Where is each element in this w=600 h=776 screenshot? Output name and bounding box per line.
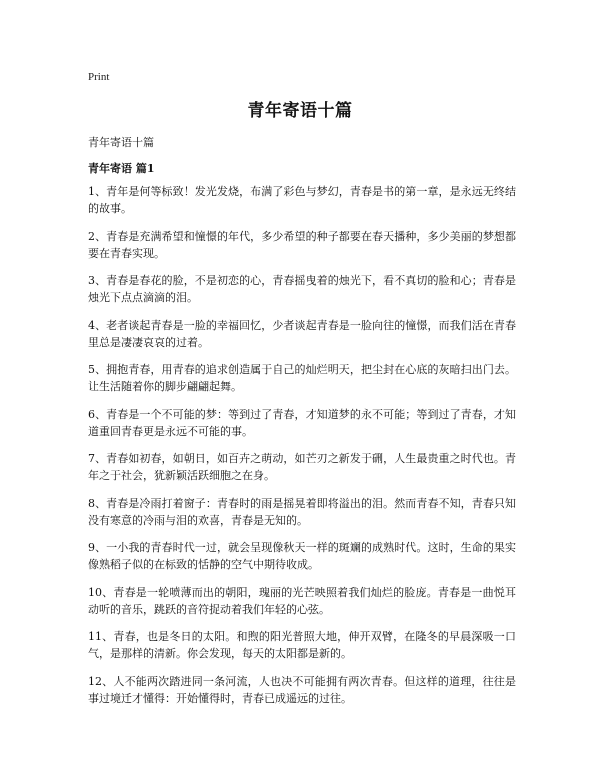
paragraph: 9、一小我的青春时代一过，就会呈现像秋天一样的斑斓的成熟时代。这时，生命的果实像熟稻子似的在标致的恬静的空气中期待收成。: [88, 541, 516, 571]
paragraph: 1、青年是何等标致！发光发烧，布满了彩色与梦幻，青春是书的第一章，是永远无终结的故事。: [88, 185, 516, 215]
document-subtitle: 青年寄语十篇: [88, 136, 154, 149]
paragraph: 4、老者谈起青春是一脸的幸福回忆，少者谈起青春是一脸向往的憧憬，而我们活在青春里总是凄凄哀哀的过着。: [88, 318, 516, 349]
paragraph: 3、青春是春花的脸，不是初恋的心，青春摇曳着的烛光下，看不真切的脸和心；青春是烛光下点点滴滴的泪。: [88, 274, 516, 304]
paragraph: 8、青春是冷雨打着窗子：青春时的雨是摇晃着即将溢出的泪。然而青春不知，青春只知没有寒意的冷雨与泪的欢喜，青春是无知的。: [88, 496, 516, 527]
section-heading: 青年寄语 篇1: [88, 162, 155, 175]
paragraph: 5、拥抱青春，用青春的追求创造属于自己的灿烂明天，把尘封在心底的灰暗扫出门去。让生活随着你的脚步翩翩起舞。: [88, 363, 516, 393]
print-link[interactable]: Print: [88, 71, 110, 83]
paragraph: 7、青春如初春，如朝日，如百卉之萌动，如芒刃之新发于硎，人生最贵重之时代也。青年之于社会，犹新颖活跃细胞之在身。: [88, 452, 516, 482]
document-title: 青年寄语十篇: [247, 101, 353, 121]
paragraph: 10、青春是一轮喷薄而出的朝阳，瑰丽的光芒映照着我们灿烂的脸庞。青春是一曲悦耳动听的音乐，跳跃的音符捉动着我们年轻的心弦。: [88, 585, 516, 616]
paragraph: 11、青春，也是冬日的太阳。和煦的阳光普照大地，伸开双臂，在隆冬的早晨深吸一口气，是那样的清新。你会发现，每天的太阳都是新的。: [88, 630, 516, 660]
paragraph: 12、人不能两次踏进同一条河流，人也决不可能拥有两次青春。但这样的道理，往往是事过境迁才懂得：开始懂得时，青春已成遥远的过往。: [88, 674, 516, 705]
paragraph-list: [88, 183, 516, 717]
paragraph: 6、青春是一个不可能的梦：等到过了青春，才知道梦的永不可能；等到过了青春，才知道重回青春更是永远不可能的事。: [88, 407, 516, 438]
paragraph: 2、青春是充满希望和憧憬的年代，多少希望的种子都要在春天播种，多少美丽的梦想都要在青春实现。: [88, 229, 516, 260]
